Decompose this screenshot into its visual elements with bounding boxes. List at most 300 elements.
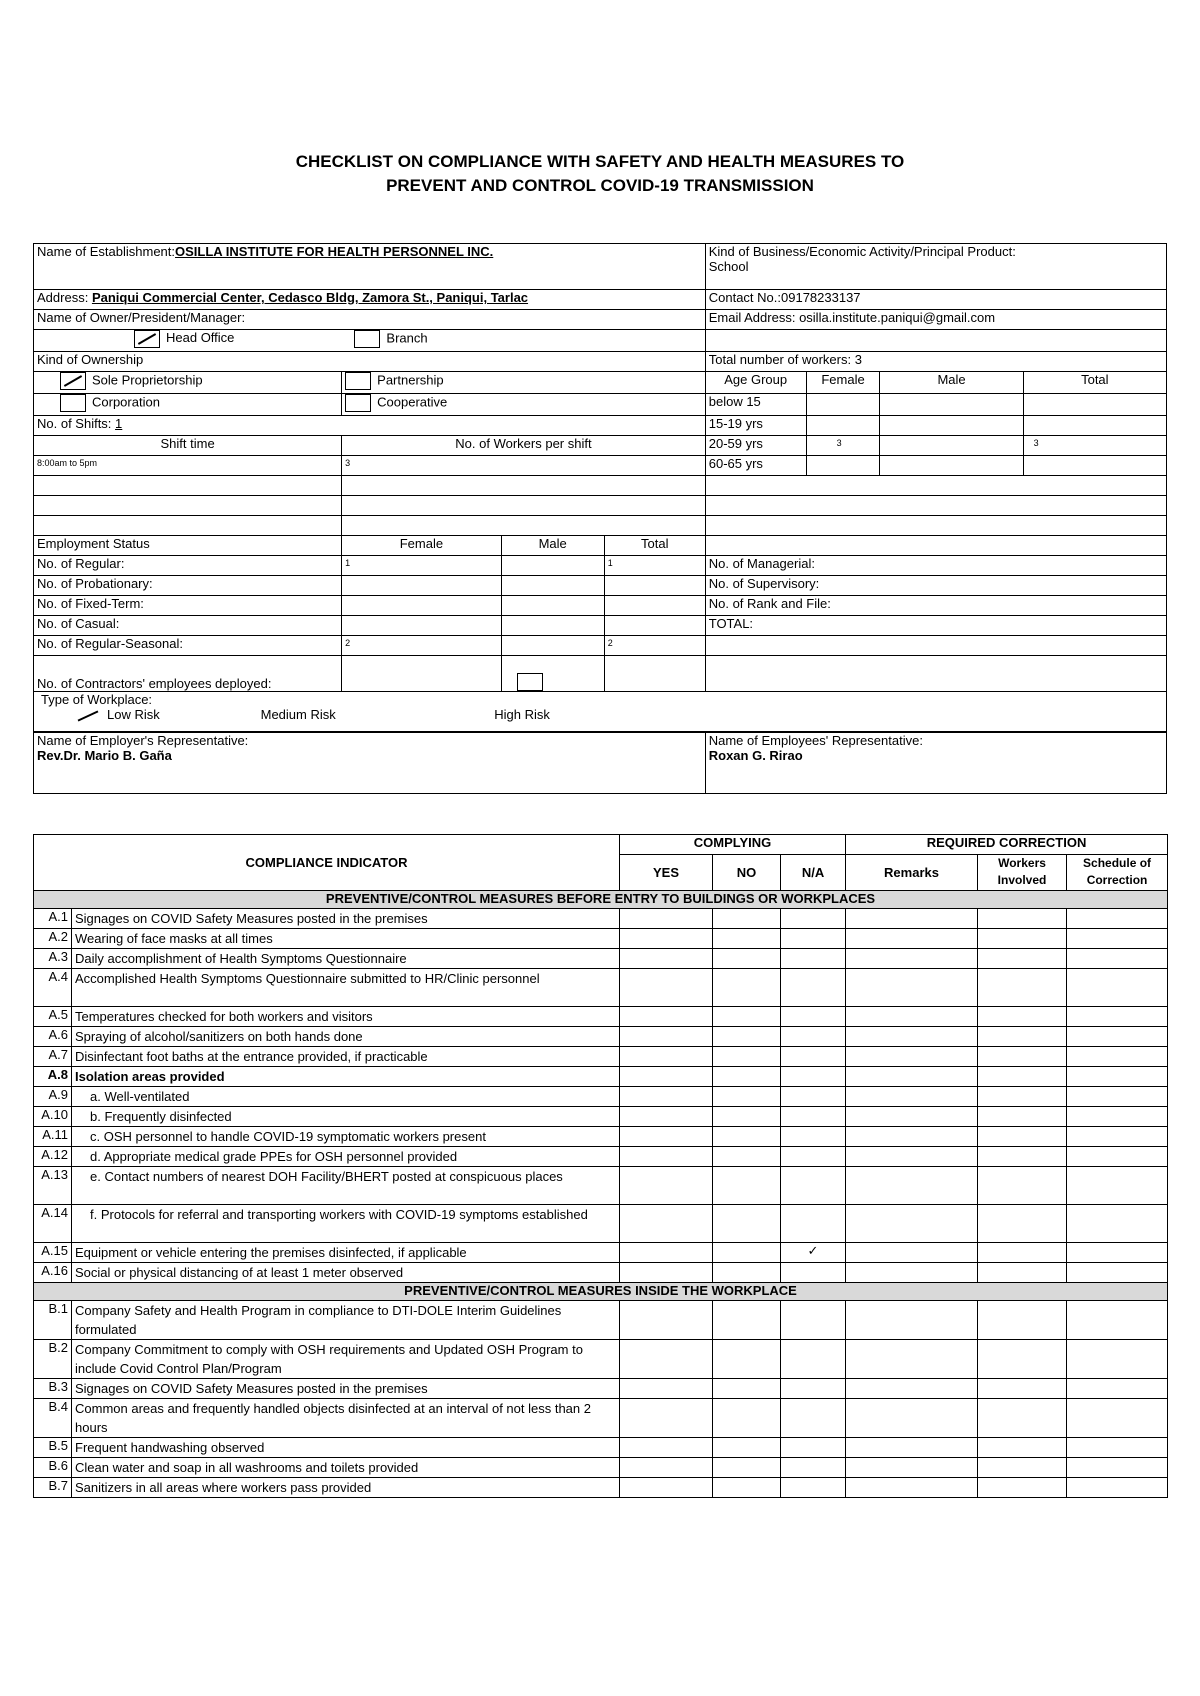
no-cell[interactable] [713, 949, 781, 969]
yes-cell[interactable] [620, 1147, 713, 1167]
emp-cell [604, 576, 705, 596]
partnership-cell [342, 372, 706, 394]
item-text: f. Protocols for referral and transporting workers with COVID-19 symptoms established [72, 1205, 620, 1243]
email-label: Email Address: [708, 310, 796, 325]
workers-cell[interactable] [978, 1167, 1067, 1205]
na-cell[interactable] [781, 909, 846, 929]
yes-cell[interactable] [620, 1067, 713, 1087]
item-text: d. Appropriate medical grade PPEs for OSH personnel provided [72, 1147, 620, 1167]
employer-rep-value: Rev.Dr. Mario B. Gaña [37, 747, 172, 763]
workers-cell[interactable] [978, 1147, 1067, 1167]
branch-checkbox[interactable] [354, 330, 380, 348]
item-code: B.5 [34, 1438, 72, 1458]
yes-cell[interactable] [620, 1205, 713, 1243]
checklist-row [34, 909, 1168, 929]
item-code: A.7 [34, 1047, 72, 1067]
no-cell[interactable] [713, 1478, 781, 1498]
contractor-checkbox[interactable] [517, 673, 543, 691]
item-text: c. OSH personnel to handle COVID-19 symptomatic workers present [72, 1127, 620, 1147]
no-cell[interactable] [713, 1438, 781, 1458]
workers-cell[interactable] [978, 1438, 1067, 1458]
item-code: A.14 [34, 1205, 72, 1243]
supervisory-cell: No. of Supervisory: [705, 576, 1166, 596]
workers-cell[interactable] [978, 1107, 1067, 1127]
no-cell[interactable] [713, 1167, 781, 1205]
no-cell[interactable] [713, 1087, 781, 1107]
checklist-row [34, 969, 1168, 1007]
corporation-cell [34, 394, 342, 416]
title-line-2: PREVENT AND CONTROL COVID-19 TRANSMISSION [386, 176, 814, 195]
yes-cell[interactable] [620, 929, 713, 949]
blank-cell [705, 516, 1166, 536]
age-cell [1023, 416, 1166, 436]
blank-cell [705, 656, 1166, 692]
remarks-cell[interactable] [846, 1205, 978, 1243]
section-b-title: PREVENTIVE/CONTROL MEASURES INSIDE THE WORKPLACE [34, 1283, 1168, 1301]
yes-header: YES [620, 855, 713, 891]
remarks-cell[interactable] [846, 1107, 978, 1127]
no-cell[interactable] [713, 1263, 781, 1283]
item-text: a. Well-ventilated [72, 1087, 620, 1107]
partnership-label: Partnership [377, 372, 444, 388]
medium-risk-label: Medium Risk [260, 707, 336, 722]
remarks-cell[interactable] [846, 1263, 978, 1283]
workers-cell[interactable] [978, 1127, 1067, 1147]
checklist-row [34, 1458, 1168, 1478]
na-cell[interactable] [781, 1087, 846, 1107]
blank-cell [342, 476, 706, 496]
checklist-row [34, 1205, 1168, 1243]
schedule-header: Schedule of Correction [1067, 855, 1168, 891]
ownership-label-cell [34, 352, 706, 372]
na-cell[interactable]: ✓ [781, 1243, 846, 1263]
yes-cell[interactable] [620, 1379, 713, 1399]
remarks-cell[interactable] [846, 1438, 978, 1458]
contact-cell [705, 290, 1166, 310]
item-code: A.5 [34, 1007, 72, 1027]
low-risk-mark [78, 710, 99, 721]
shift-cell: 8:00am to 5pm [34, 456, 342, 476]
item-text: Spraying of alcohol/sanitizers on both hands done [72, 1027, 620, 1047]
checklist-row [34, 1379, 1168, 1399]
remarks-cell[interactable] [846, 1047, 978, 1067]
no-header: NO [713, 855, 781, 891]
emp-row-label: No. of Regular: [34, 556, 342, 576]
corporation-checkbox[interactable] [60, 394, 86, 412]
business-value: School [708, 259, 749, 274]
no-cell[interactable] [713, 1107, 781, 1127]
checklist-row [34, 1147, 1168, 1167]
remarks-cell[interactable] [846, 1167, 978, 1205]
checklist-row [34, 1087, 1168, 1107]
na-cell[interactable] [781, 1107, 846, 1127]
remarks-cell[interactable] [846, 1379, 978, 1399]
employer-rep-label: Name of Employer's Representative: [37, 732, 249, 748]
item-text: Clean water and soap in all washrooms and toilets provided [72, 1458, 620, 1478]
na-cell[interactable] [781, 929, 846, 949]
item-code: B.2 [34, 1340, 72, 1379]
shift-header-time: Shift time [34, 436, 342, 456]
emp-cell [604, 596, 705, 616]
yes-cell[interactable] [620, 1340, 713, 1379]
item-text: Temperatures checked for both workers and visitors [72, 1007, 620, 1027]
item-code: B.1 [34, 1301, 72, 1340]
schedule-cell[interactable] [1067, 1243, 1168, 1263]
blank-cell [34, 476, 342, 496]
yes-cell[interactable] [620, 1243, 713, 1263]
no-cell[interactable] [713, 1205, 781, 1243]
remarks-cell[interactable] [846, 1478, 978, 1498]
age-header-male: Male [880, 372, 1023, 394]
emp-cell [342, 616, 502, 636]
no-cell[interactable] [713, 1027, 781, 1047]
email-value: osilla.institute.paniqui@gmail.com [799, 310, 996, 325]
item-code: A.4 [34, 969, 72, 1007]
schedule-cell[interactable] [1067, 1067, 1168, 1087]
checklist-row [34, 1107, 1168, 1127]
workers-cell[interactable] [978, 1399, 1067, 1438]
age-cell [806, 416, 880, 436]
schedule-cell[interactable] [1067, 1379, 1168, 1399]
workers-cell[interactable] [978, 1458, 1067, 1478]
checklist-row [34, 1301, 1168, 1340]
emp-cell [342, 656, 502, 692]
schedule-cell[interactable] [1067, 969, 1168, 1007]
schedule-cell[interactable] [1067, 909, 1168, 929]
yes-cell[interactable] [620, 1107, 713, 1127]
no-cell[interactable] [713, 1067, 781, 1087]
age-cell: 20-59 yrs [705, 436, 806, 456]
no-cell[interactable] [713, 969, 781, 1007]
na-cell[interactable] [781, 1399, 846, 1438]
remarks-cell[interactable] [846, 949, 978, 969]
yes-cell[interactable] [620, 969, 713, 1007]
na-header: N/A [781, 855, 846, 891]
contact-value: 09178233137 [781, 290, 861, 305]
emp-header-status: Employment Status [34, 536, 342, 556]
workers-cell[interactable] [978, 1067, 1067, 1087]
schedule-cell[interactable] [1067, 1147, 1168, 1167]
item-code: A.12 [34, 1147, 72, 1167]
yes-cell[interactable] [620, 1263, 713, 1283]
blank-cell [705, 476, 1166, 496]
remarks-cell[interactable] [846, 929, 978, 949]
age-header-total: Total [1023, 372, 1166, 394]
workplace-type-cell [34, 692, 1167, 732]
blank-cell [342, 516, 706, 536]
schedule-cell[interactable] [1067, 1340, 1168, 1379]
workers-cell[interactable] [978, 1379, 1067, 1399]
remarks-cell[interactable] [846, 1458, 978, 1478]
sole-prop-cell [34, 372, 342, 394]
schedule-cell[interactable] [1067, 1263, 1168, 1283]
no-cell[interactable] [713, 1399, 781, 1438]
no-cell[interactable] [713, 1458, 781, 1478]
na-cell[interactable] [781, 1340, 846, 1379]
yes-cell[interactable] [620, 1458, 713, 1478]
na-cell[interactable] [781, 1458, 846, 1478]
emp-row-label: No. of Contractors' employees deployed: [34, 656, 342, 692]
schedule-cell[interactable] [1067, 1047, 1168, 1067]
remarks-cell[interactable] [846, 1007, 978, 1027]
yes-cell[interactable] [620, 1087, 713, 1107]
item-text: Signages on COVID Safety Measures posted in the premises [72, 909, 620, 929]
workers-involved-header: Workers Involved [978, 855, 1067, 891]
establishment-name-value: OSILLA INSTITUTE FOR HEALTH PERSONNEL INC. [175, 244, 494, 259]
yes-cell[interactable] [620, 1007, 713, 1027]
establishment-name-label: Name of Establishment: [37, 244, 176, 259]
cooperative-checkbox[interactable] [345, 394, 371, 412]
workers-cell[interactable] [978, 1301, 1067, 1340]
age-cell [880, 456, 1023, 476]
remarks-cell[interactable] [846, 1027, 978, 1047]
corporation-label: Corporation [92, 394, 160, 410]
yes-cell[interactable] [620, 1399, 713, 1438]
no-cell[interactable] [713, 1007, 781, 1027]
item-code: A.10 [34, 1107, 72, 1127]
schedule-cell[interactable] [1067, 1399, 1168, 1438]
section-b-rows [34, 1301, 1168, 1498]
shift-header-workers: No. of Workers per shift [342, 436, 706, 456]
na-cell[interactable] [781, 1301, 846, 1340]
age-cell [806, 394, 880, 416]
na-cell[interactable] [781, 1205, 846, 1243]
schedule-cell[interactable] [1067, 1438, 1168, 1458]
title-line-1: CHECKLIST ON COMPLIANCE WITH SAFETY AND HEALTH MEASURES TO [295, 152, 905, 171]
age-cell [1023, 394, 1166, 416]
remarks-cell[interactable] [846, 1301, 978, 1340]
contact-label: Contact No.: [708, 290, 781, 305]
item-code: A.9 [34, 1087, 72, 1107]
emp-cell [342, 596, 502, 616]
na-cell[interactable] [781, 1478, 846, 1498]
workers-cell[interactable] [978, 969, 1067, 1007]
checklist-row [34, 1438, 1168, 1458]
remarks-cell[interactable] [846, 1087, 978, 1107]
emp-header-female: Female [342, 536, 502, 556]
managerial-cell: No. of Managerial: [705, 556, 1166, 576]
checklist-row [34, 1263, 1168, 1283]
checklist-row [34, 929, 1168, 949]
rank-file-cell: No. of Rank and File: [705, 596, 1166, 616]
shift-cell: 3 [342, 456, 706, 476]
total-cell: TOTAL: [705, 616, 1166, 636]
employee-rep-value: Roxan G. Rirao [708, 747, 803, 763]
workers-cell[interactable] [978, 1047, 1067, 1067]
age-cell [880, 436, 1023, 456]
required-correction-header: REQUIRED CORRECTION [846, 835, 1168, 855]
workers-cell[interactable] [978, 929, 1067, 949]
na-cell[interactable] [781, 1147, 846, 1167]
item-code: B.4 [34, 1399, 72, 1438]
cooperative-cell [342, 394, 706, 416]
workers-cell[interactable] [978, 1340, 1067, 1379]
workers-cell[interactable] [978, 1243, 1067, 1263]
yes-cell[interactable] [620, 1127, 713, 1147]
checklist-row [34, 1399, 1168, 1438]
na-cell[interactable] [781, 1438, 846, 1458]
age-cell [806, 456, 880, 476]
low-risk-label: Low Risk [107, 707, 160, 722]
workplace-label: Type of Workplace: [41, 692, 153, 707]
cooperative-label: Cooperative [377, 394, 448, 410]
remarks-cell[interactable] [846, 1243, 978, 1263]
yes-cell[interactable] [620, 1478, 713, 1498]
schedule-cell[interactable] [1067, 1007, 1168, 1027]
item-code: B.3 [34, 1379, 72, 1399]
blank-cell [705, 496, 1166, 516]
no-cell[interactable] [713, 1047, 781, 1067]
item-text: b. Frequently disinfected [72, 1107, 620, 1127]
schedule-cell[interactable] [1067, 1027, 1168, 1047]
high-risk-label: High Risk [494, 707, 550, 722]
workers-cell[interactable] [978, 949, 1067, 969]
workers-cell[interactable] [978, 1087, 1067, 1107]
yes-cell[interactable] [620, 1167, 713, 1205]
emp-cell [501, 596, 604, 616]
yes-cell[interactable] [620, 909, 713, 929]
checklist-row [34, 1167, 1168, 1205]
item-text: Isolation areas provided [72, 1067, 620, 1087]
schedule-cell[interactable] [1067, 1301, 1168, 1340]
partnership-checkbox[interactable] [345, 372, 371, 390]
emp-row-label: No. of Fixed-Term: [34, 596, 342, 616]
emp-row-label: No. of Regular-Seasonal: [34, 636, 342, 656]
age-header-group: Age Group [705, 372, 806, 394]
yes-cell[interactable] [620, 949, 713, 969]
no-cell[interactable] [713, 909, 781, 929]
remarks-cell[interactable] [846, 909, 978, 929]
no-cell[interactable] [713, 1127, 781, 1147]
sole-proprietorship-checkbox[interactable] [60, 372, 86, 390]
na-cell[interactable] [781, 1263, 846, 1283]
age-cell: 3 [1023, 436, 1166, 456]
emp-cell [501, 616, 604, 636]
email-cell [705, 310, 1166, 330]
item-text: Wearing of face masks at all times [72, 929, 620, 949]
remarks-cell[interactable] [846, 1127, 978, 1147]
emp-cell [604, 616, 705, 636]
yes-cell[interactable] [620, 1438, 713, 1458]
section-a-rows [34, 909, 1168, 1283]
emp-cell [501, 556, 604, 576]
schedule-cell[interactable] [1067, 1127, 1168, 1147]
schedule-cell[interactable] [1067, 1205, 1168, 1243]
schedule-cell[interactable] [1067, 949, 1168, 969]
remarks-cell[interactable] [846, 1147, 978, 1167]
na-cell[interactable] [781, 1067, 846, 1087]
na-cell[interactable] [781, 1167, 846, 1205]
item-text: Disinfectant foot baths at the entrance provided, if practicable [72, 1047, 620, 1067]
item-code: A.8 [34, 1067, 72, 1087]
no-cell[interactable] [713, 1301, 781, 1340]
workers-cell[interactable] [978, 1263, 1067, 1283]
remarks-cell[interactable] [846, 1067, 978, 1087]
address-value: Paniqui Commercial Center, Cedasco Bldg, Zamora St., Paniqui, Tarlac [91, 290, 529, 305]
workers-cell[interactable] [978, 1478, 1067, 1498]
no-cell[interactable] [713, 929, 781, 949]
item-code: B.6 [34, 1458, 72, 1478]
item-code: A.1 [34, 909, 72, 929]
address-label: Address: [37, 290, 89, 305]
na-cell[interactable] [781, 1007, 846, 1027]
total-workers-cell [705, 352, 1166, 372]
workers-cell[interactable] [978, 1007, 1067, 1027]
item-text: Company Commitment to comply with OSH requirements and Updated OSH Program to include Covid Control Plan/Program [72, 1340, 620, 1379]
ownership-label: Kind of Ownership [37, 352, 144, 367]
item-code: A.3 [34, 949, 72, 969]
emp-cell [604, 656, 705, 692]
workers-cell[interactable] [978, 1027, 1067, 1047]
na-cell[interactable] [781, 1127, 846, 1147]
schedule-cell[interactable] [1067, 1458, 1168, 1478]
emp-row-label: No. of Probationary: [34, 576, 342, 596]
head-office-checkbox[interactable] [134, 330, 160, 348]
address-cell [34, 290, 706, 310]
checklist-row [34, 1067, 1168, 1087]
age-cell: 3 [806, 436, 880, 456]
no-cell[interactable] [713, 1147, 781, 1167]
schedule-cell[interactable] [1067, 1107, 1168, 1127]
blank-cell [705, 636, 1166, 656]
item-text: Frequent handwashing observed [72, 1438, 620, 1458]
remarks-cell[interactable] [846, 969, 978, 1007]
na-cell[interactable] [781, 1027, 846, 1047]
no-cell[interactable] [713, 1243, 781, 1263]
schedule-cell[interactable] [1067, 1478, 1168, 1498]
yes-cell[interactable] [620, 1027, 713, 1047]
remarks-cell[interactable] [846, 1399, 978, 1438]
item-text: Accomplished Health Symptoms Questionnaire submitted to HR/Clinic personnel [72, 969, 620, 1007]
age-cell: 60-65 yrs [705, 456, 806, 476]
checklist-row [34, 1340, 1168, 1379]
item-text: Social or physical distancing of at least 1 meter observed [72, 1263, 620, 1283]
yes-cell[interactable] [620, 1047, 713, 1067]
checklist-row [34, 1243, 1168, 1263]
establishment-form [33, 243, 1167, 794]
workers-cell[interactable] [978, 1205, 1067, 1243]
branch-label: Branch [386, 330, 428, 346]
total-workers-label: Total number of workers: [708, 352, 852, 367]
no-cell[interactable] [713, 1340, 781, 1379]
item-text: Common areas and frequently handled objects disinfected at an interval of not less than 2 hours [72, 1399, 620, 1438]
checklist-row [34, 1047, 1168, 1067]
na-cell[interactable] [781, 949, 846, 969]
age-cell [880, 394, 1023, 416]
schedule-cell[interactable] [1067, 929, 1168, 949]
business-label: Kind of Business/Economic Activity/Principal Product: [708, 244, 1016, 259]
compliance-checklist [33, 834, 1168, 1498]
na-cell[interactable] [781, 1379, 846, 1399]
sole-proprietorship-label: Sole Proprietorship [92, 372, 203, 388]
owner-label: Name of Owner/President/Manager: [37, 310, 246, 325]
item-code: A.16 [34, 1263, 72, 1283]
shifts-cell [34, 416, 706, 436]
employee-rep-label: Name of Employees' Representative: [708, 732, 923, 748]
workers-cell[interactable] [978, 909, 1067, 929]
remarks-cell[interactable] [846, 1340, 978, 1379]
na-cell[interactable] [781, 1047, 846, 1067]
schedule-cell[interactable] [1067, 1167, 1168, 1205]
section-a-title: PREVENTIVE/CONTROL MEASURES BEFORE ENTRY TO BUILDINGS OR WORKPLACES [34, 891, 1168, 909]
establishment-name-cell [34, 244, 706, 290]
emp-header-total: Total [604, 536, 705, 556]
yes-cell[interactable] [620, 1301, 713, 1340]
blank-cell [342, 496, 706, 516]
no-cell[interactable] [713, 1379, 781, 1399]
schedule-cell[interactable] [1067, 1087, 1168, 1107]
na-cell[interactable] [781, 969, 846, 1007]
